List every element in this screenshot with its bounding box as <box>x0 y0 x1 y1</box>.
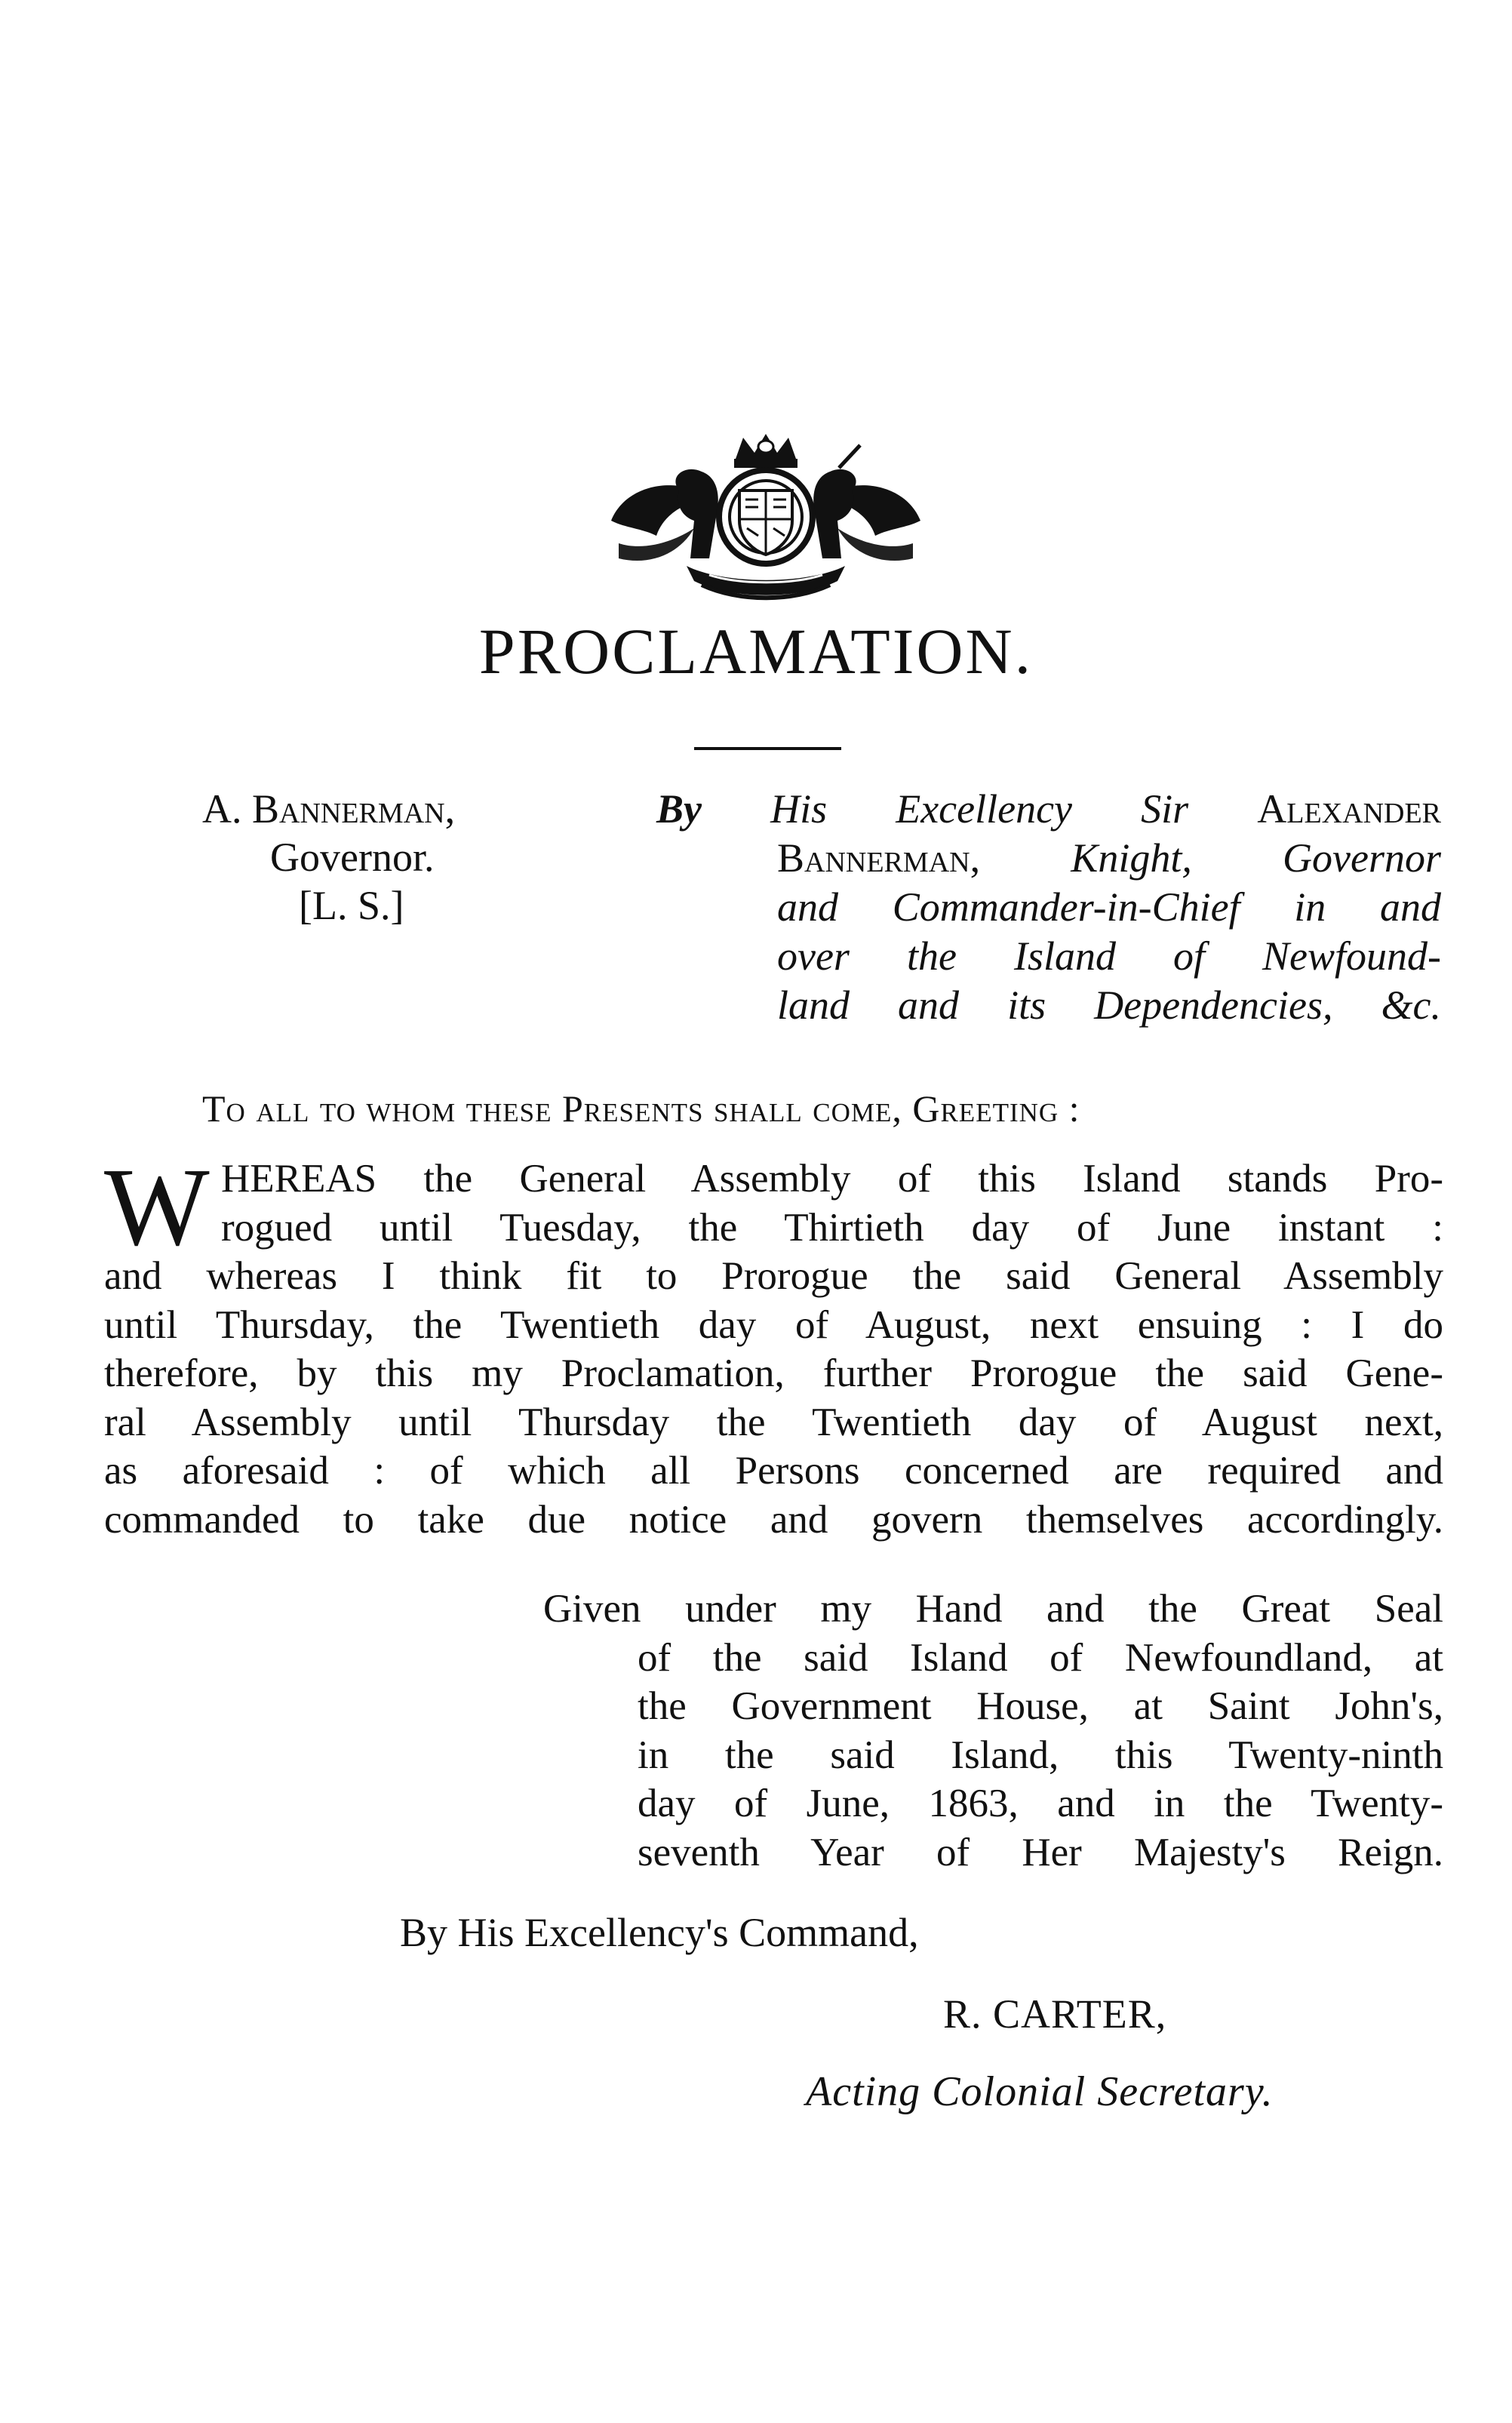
seal-mark: [L. S.] <box>299 883 404 928</box>
proclamation-title: PROCLAMATION. <box>478 615 1034 687</box>
body-line: ral Assembly until Thursday the Twentieth day of August next, <box>104 1400 1443 1444</box>
excellency-line-4: over the Island of Newfound- <box>777 933 1441 979</box>
body-line: HEREAS the General Assembly of this Island stands Pro- <box>221 1157 1443 1201</box>
governor-block <box>202 785 455 930</box>
royal-coat-of-arms-icon <box>596 430 936 604</box>
excellency-line-2 <box>656 834 1441 883</box>
title-divider <box>694 747 841 750</box>
given-line: the Government House, at Saint John's, <box>638 1684 1443 1728</box>
given-line: of the said Island of Newfoundland, at <box>638 1635 1443 1680</box>
body-line: until Thursday, the Twentieth day of August, next ensuing : I do <box>104 1302 1443 1347</box>
given-line: in the said Island, this Twenty-ninth <box>638 1733 1443 1777</box>
command-line: By His Excellency's Command, <box>400 1910 919 1955</box>
given-line: seventh Year of Her Majesty's Reign. <box>638 1830 1443 1874</box>
excellency-line-3: and Commander-in-Chief in and <box>777 884 1441 930</box>
governor-last-name: Bannerman, <box>777 835 981 881</box>
body-line: and whereas I think fit to Prorogue the said General Assembly <box>104 1254 1443 1298</box>
body-line: rogued until Tuesday, the Thirtieth day of June instant : <box>221 1205 1443 1250</box>
excellency-line-1 <box>656 785 1441 834</box>
by-word: By <box>656 786 702 832</box>
proclamation-body <box>104 1155 1443 1544</box>
signer-office: Acting Colonial Secretary. <box>806 2068 1274 2115</box>
excellency-block <box>656 785 1441 1030</box>
body-line: therefore, by this my Proclamation, further Prorogue the said Gene- <box>104 1351 1443 1395</box>
signer-name: R. CARTER, <box>943 1991 1167 2037</box>
knight-governor-text: Knight, Governor <box>1071 835 1441 881</box>
body-line: as aforesaid : of which all Persons concerned are required and <box>104 1449 1443 1493</box>
greeting-line: To all to whom these Presents shall come, Greeting : <box>202 1087 1080 1130</box>
given-line: day of June, 1863, and in the Twenty- <box>638 1782 1443 1825</box>
governor-name: A. Bannerman, <box>202 786 456 832</box>
given-under-block <box>543 1585 1443 1877</box>
governor-first-name: Alexander <box>1257 786 1442 832</box>
governor-role: Governor. <box>270 835 435 880</box>
drop-cap: W <box>104 1145 210 1269</box>
excellency-line-5: land and its Dependencies, &c. <box>777 982 1441 1028</box>
his-excellency-text: His Excellency Sir <box>770 786 1189 832</box>
given-line: Given under my Hand and the Great Seal <box>543 1587 1443 1631</box>
body-line: commanded to take due notice and govern themselves accordingly. <box>104 1497 1443 1542</box>
